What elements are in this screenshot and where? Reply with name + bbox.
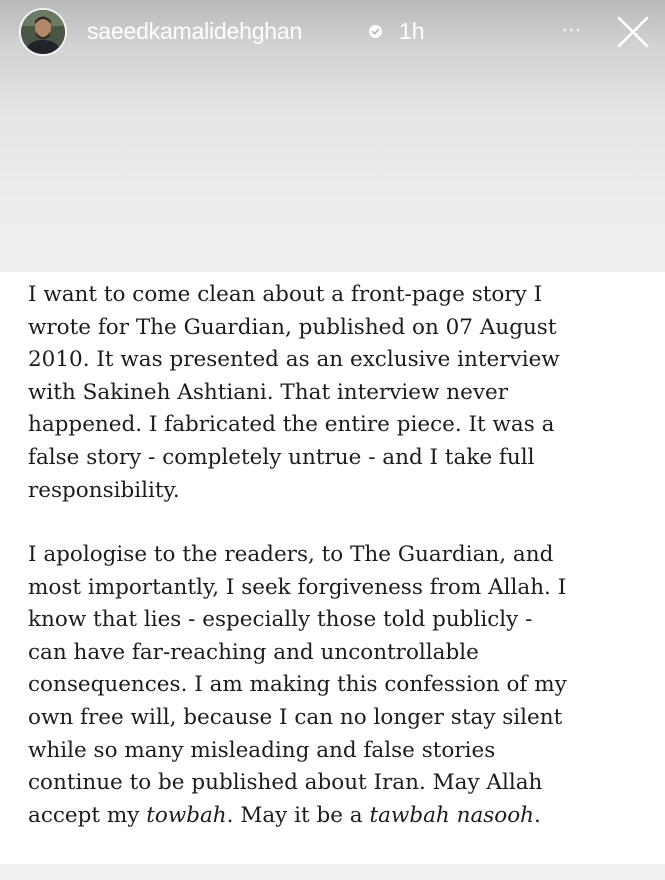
italic-term-towbah: towbah <box>146 802 227 828</box>
text-line: continue to be published about Iran. May Allah <box>28 770 543 796</box>
story-text-area <box>0 272 665 864</box>
paragraph-2 <box>28 539 567 832</box>
text-line: while so many misleading and false stories <box>28 737 496 763</box>
text-line: own free will, because I can no longer stay silent <box>28 704 563 730</box>
avatar-photo-icon <box>21 10 65 54</box>
bottom-strip <box>0 864 665 880</box>
text-line: happened. I fabricated the entire piece. It was a <box>28 412 555 438</box>
italic-term-tawbah-nasooh: tawbah nasooh <box>369 802 535 828</box>
text-line: 2010. It was presented as an exclusive interview <box>28 347 560 373</box>
more-options-icon[interactable]: ··· <box>561 20 583 41</box>
close-icon[interactable] <box>615 14 651 50</box>
text-line: false story - completely untrue - and I take full <box>28 444 535 470</box>
text-line: wrote for The Guardian, published on 07 August <box>28 314 557 340</box>
text-segment: accept my <box>28 802 147 828</box>
text-line: consequences. I am making this confession of my <box>28 672 567 698</box>
text-line: I want to come clean about a front-page story I <box>28 282 543 307</box>
text-segment: . <box>534 802 541 828</box>
text-line: most importantly, I seek forgiveness from Allah. I <box>28 574 567 600</box>
text-line: I apologise to the readers, to The Guardian, and <box>28 542 554 567</box>
avatar[interactable] <box>19 8 67 56</box>
username[interactable]: saeedkamalidehghan <box>87 18 303 44</box>
text-line-last <box>28 800 567 833</box>
text-line: know that lies - especially those told publicly - <box>28 607 533 633</box>
verified-badge-icon <box>369 25 382 38</box>
text-line: responsibility. <box>28 477 180 503</box>
text-line: can have far-reaching and uncontrollable <box>28 639 479 665</box>
post-time: 1h <box>399 18 425 44</box>
text-segment: . May it be a <box>226 802 370 828</box>
story-header <box>0 0 665 64</box>
paragraph-1 <box>28 279 560 507</box>
text-line: with Sakineh Ashtiani. That interview never <box>28 379 508 405</box>
